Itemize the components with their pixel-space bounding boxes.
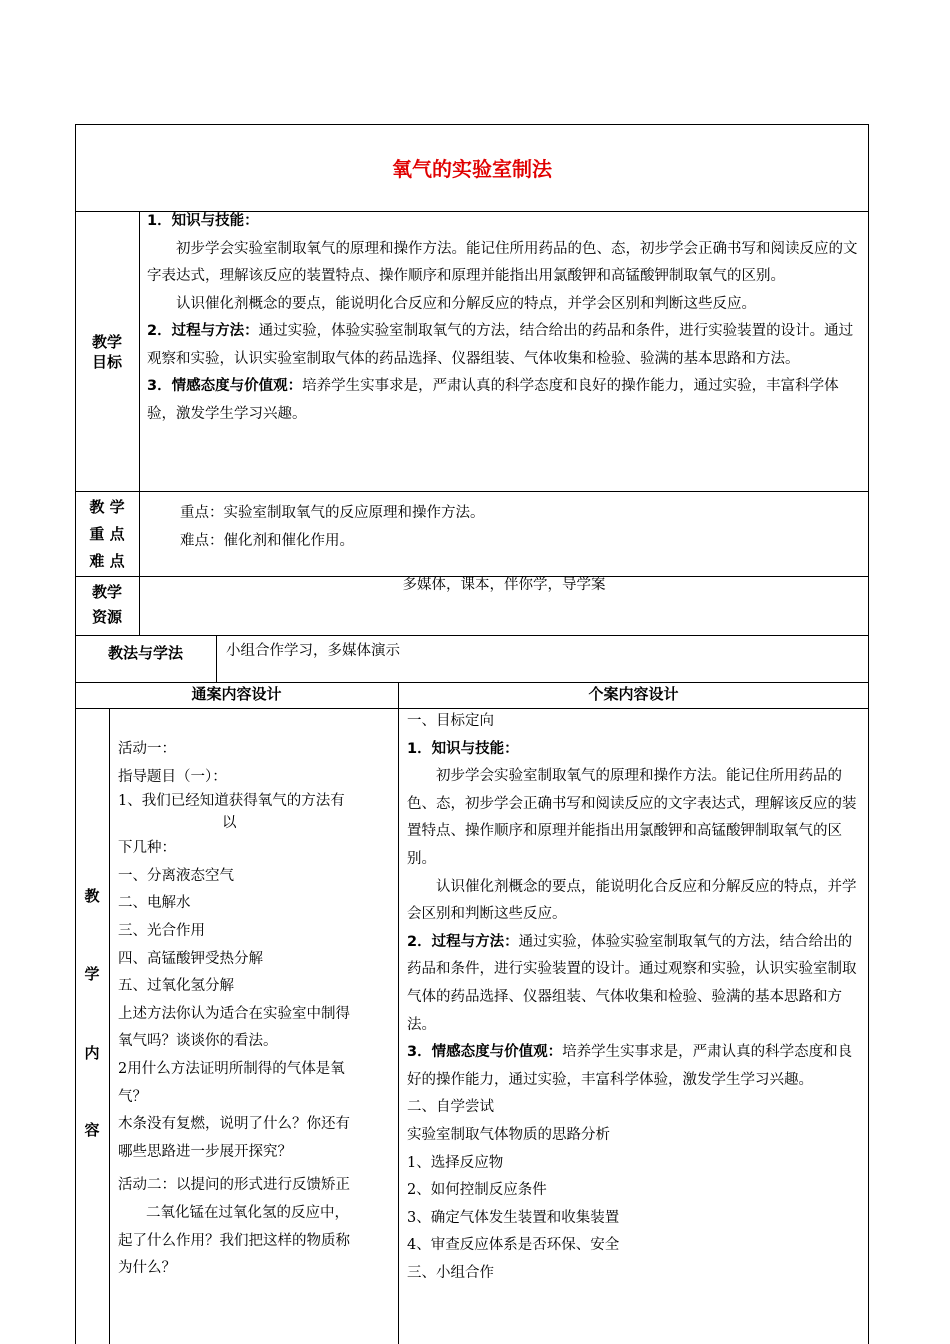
paragraph: 初步学会实验室制取氧气的原理和操作方法。能记住所用药品的色、态，初步学会正确书写和阅读反应的文字表达式，理解该反应的装置特点、操作顺序和原理并能指出用氯酸钾和高锰酸钾制取氧气的区别。	[407, 768, 857, 867]
divider	[109, 708, 110, 1344]
list-item: 4、审查反应体系是否环保、安全	[407, 1237, 620, 1254]
content-label-char: 教	[84, 887, 100, 905]
text-line: 活动二：以提问的形式进行反馈矫正	[118, 1177, 350, 1194]
text-line: 起了什么作用？我们把这样的物质称	[118, 1232, 350, 1249]
paragraph: 通过实验，体验实验室制取氧气的方法，结合给出的药品和条件，进行实验装置的设计。通过观察和实验，认识实验室制取气体的药品选择、仪器组装、气体收集和检验、验满的基本思路和方法。	[407, 933, 857, 1033]
list-item: 1、选择反应物	[407, 1154, 504, 1171]
left-column-header: 通案内容设计	[191, 685, 282, 703]
section-heading: 1．知识与技能：	[407, 740, 519, 757]
list-item: 2、如何控制反应条件	[407, 1182, 547, 1199]
resources-text: 多媒体，课本，伴你学，导学案	[402, 577, 606, 593]
text-line: 气？	[118, 1088, 147, 1105]
content-label-char: 学	[84, 965, 100, 983]
list-item: 3、确定气体发生装置和收集装置	[407, 1209, 620, 1226]
text-line: 木条没有复燃，说明了什么？你还有	[118, 1116, 350, 1133]
text-line: 指导题目（一）：	[118, 768, 227, 785]
paragraph: 培养学生实事求是，严肃认真的科学态度和良好的操作能力，通过实验，丰富科学体验，激发学生学习兴趣。	[407, 1044, 853, 1088]
text-line: 哪些思路进一步展开探究？	[118, 1143, 292, 1160]
objectives-text	[147, 208, 861, 428]
section-heading: 二、自学尝试	[407, 1099, 494, 1116]
text-line: 二、电解水	[118, 895, 191, 912]
text-line: 为什么？	[118, 1260, 176, 1277]
section-heading: 2．过程与方法：	[147, 323, 259, 339]
text-line: 2用什么方法证明所制得的气体是氧	[118, 1060, 345, 1077]
key-points-text	[180, 500, 850, 555]
text-line: 活动一：	[118, 741, 176, 757]
paragraph: 认识催化剂概念的要点，能说明化合反应和分解反应的特点，并学会区别和判断这些反应。	[407, 878, 857, 923]
divider	[75, 682, 869, 683]
difficulty-point: 难点：催化剂和催化作用。	[180, 532, 354, 549]
text-line: 四、高锰酸钾受热分解	[118, 950, 263, 967]
content-label-char: 容	[84, 1121, 100, 1139]
key-point: 重点：实验室制取氧气的反应原理和操作方法。	[180, 505, 485, 521]
text-line: 氧气吗？谈谈你的看法。	[118, 1033, 278, 1050]
section-heading: 一、目标定向	[407, 713, 494, 729]
text-line: 实验室制取气体物质的思路分析	[407, 1126, 610, 1143]
key-points-label: 教 学 重 点 难 点	[89, 498, 125, 570]
text-line: 下几种：	[118, 840, 176, 857]
right-column-content	[407, 708, 861, 1287]
section-heading: 3．情感态度与价值观：	[407, 1044, 563, 1061]
divider	[216, 635, 217, 682]
page-title: 氧气的实验室制法	[392, 157, 552, 181]
paragraph: 培养学生实事求是，严肃认真的科学态度和良好的操作能力，通过实验，丰富科学体验，激发学生学习兴趣。	[147, 378, 839, 422]
paragraph: 通过实验，体验实验室制取氧气的方法，结合给出的药品和条件，进行实验装置的设计。通过观察和实验，认识实验室制取气体的药品选择、仪器组装、气体收集和检验、验满的基本思路和方法。	[147, 323, 854, 367]
divider	[75, 635, 869, 636]
paragraph: 认识催化剂概念的要点，能说明化合反应和分解反应的特点，并学会区别和判断这些反应。	[176, 295, 756, 312]
divider	[398, 682, 399, 1344]
methods-text: 小组合作学习，多媒体演示	[226, 643, 400, 659]
text-line: 上述方法你认为适合在实验室中制得	[118, 1005, 350, 1022]
left-column-content	[118, 736, 394, 1283]
right-column-header: 个案内容设计	[588, 685, 679, 703]
divider	[75, 491, 869, 492]
section-heading: 2．过程与方法：	[407, 933, 519, 950]
text-line: 以	[222, 815, 237, 832]
text-line: 三、光合作用	[118, 922, 205, 939]
section-heading: 1．知识与技能：	[147, 213, 259, 229]
text-line: 一、分离液态空气	[118, 867, 234, 884]
text-line: 二氧化锰在过氧化氢的反应中，	[146, 1204, 349, 1221]
content-label-char: 内	[84, 1044, 100, 1062]
text-line: 五、过氧化氢分解	[118, 978, 234, 995]
text-line: 1、我们已经知道获得氧气的方法有	[118, 793, 345, 810]
resources-label: 教学 资源	[91, 583, 122, 626]
section-heading: 三、小组合作	[407, 1264, 494, 1281]
methods-label: 教法与学法	[107, 644, 183, 662]
section-heading: 3．情感态度与价值观：	[147, 378, 303, 394]
paragraph: 初步学会实验室制取氧气的原理和操作方法。能记住所用药品的色、态，初步学会正确书写和阅读反应的文字表达式，理解该反应的装置特点、操作顺序和原理并能指出用氯酸钾和高锰酸钾制取氧气的区别。	[147, 240, 858, 284]
objectives-label: 教学 目标	[91, 333, 122, 371]
